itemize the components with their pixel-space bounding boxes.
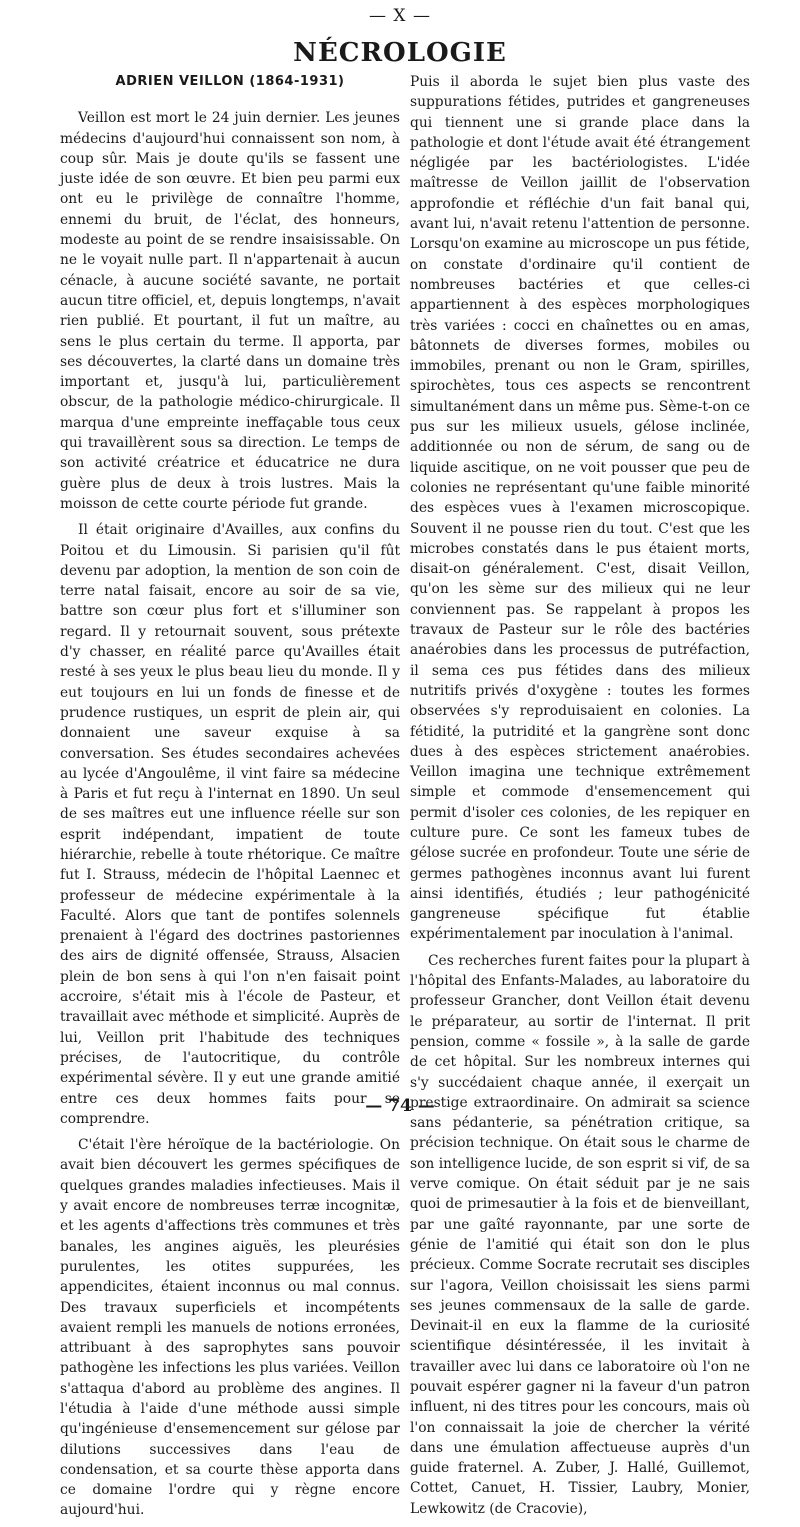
page-number: — 74 — bbox=[365, 1096, 435, 1116]
paragraph: Veillon est mort le 24 juin dernier. Les jeunes médecins d'aujourd'hui connaissent son nom, à coup sûr. Mais je doute qu'ils se fassent une juste idée de son œuvre. Et bien peu parmi eux ont eu le privilège de connaître l'homme, ennemi du bruit, de l'éclat, des honneurs, modeste au point de se rendre insaisissable. On ne le voyait nulle part. Il n'appartenait à aucun cénacle, à aucune société savante, ne portait aucun titre officiel, et, depuis longtemps, n'avait rien publié. Et pourtant, il fut un maître, au sens le plus certain du terme. Il apporta, par ses découvertes, la clarté dans un domaine très important et, jusqu'à lui, particulièrement obscur, de la pathologie médico-chirurgicale. Il marqua d'une empreinte ineffaçable tous ceux qui travaillèrent sous sa direction. Le temps de son activité créatrice et éducatrice ne dura guère plus de deux à trois lustres. Mais la moisson de cette courte période fut grande. bbox=[60, 110, 400, 512]
article-title: ADRIEN VEILLON (1864-1931) bbox=[115, 74, 345, 89]
right-column bbox=[410, 72, 750, 1525]
paragraph: Puis il aborda le sujet bien plus vaste des suppurations fétides, putrides et gangreneuses qui tiennent une si grande place dans la pathologie et dont l'étude avait été étrangement négligée par les bactériologistes. L'idée maîtresse de Veillon jaillit de l'observation approfondie et réfléchie d'un fait banal qui, avant lui, n'avait retenu l'attention de personne. Lorsqu'on examine au microscope un pus fétide, on constate d'ordinaire qu'il contient de nombreuses bactéries et que celles-ci appartiennent à des espèces morphologiques très variées : cocci en chaînettes ou en amas, bâtonnets de diverses formes, mobiles ou immobiles, prenant ou non le Gram, spirilles, spirochètes, tous ces aspects se rencontrent simultanément dans un même pus. Sème-t-on ce pus sur les milieux usuels, gélose inclinée, additionnée ou non de sérum, de sang ou de liquide ascitique, on ne voit pousser que peu de colonies ne représentant qu'une faible minorité des espèces vues à l'examen microscopique. Souvent il ne pousse rien du tout. C'est que les microbes constatés dans le pus étaient morts, disait-on généralement. C'est, disait Veillon, qu'on les sème sur des milieux qui ne leur conviennent pas. Se rappelant à propos les travaux de Pasteur sur le rôle des bactéries anaérobies dans les processus de putréfaction, il sema ces pus fétides dans des milieux nutritifs privés d'oxygène : toutes les formes observées s'y reproduisaient en colonies. La fétidité, la putridité et la gangrène sont donc dues à des espèces strictement anaérobies. Veillon imagina une technique extrêmement simple et commode d'ensemencement qui permit d'isoler ces colonies, de les repiquer en culture pure. Ce sont les fameux tubes de gélose sucrée en profondeur. Toute une série de germes pathogènes inconnus avant lui furent ainsi identifiés, étudiés ; leur pathogénicité gangreneuse spécifique fut établie expérimentalement par inoculation à l'animal. bbox=[410, 74, 750, 943]
paragraph: C'était l'ère héroïque de la bactériologie. On avait bien découvert les germes spécifiques de quelques grandes maladies infectieuses. Mais il y avait encore de nombreuses terræ incognitæ, et les agents d'affections très communes et très banales, les angines aiguës, les pleurésies purulentes, les otites suppurées, les appendicites, étaient inconnus ou mal connus. Des travaux superficiels et incompétents avaient rempli les manuels de notions erronées, attribuant à des saprophytes sans pouvoir pathogène les infections les plus variées. Veillon s'attaqua d'abord au problème des angines. Il l'étudia à l'aide d'une méthode aussi simple qu'ingénieuse d'ensemencement sur gélose par dilutions successives dans l'eau de condensation, et sa courte thèse apporta dans ce domaine l'ordre qui y règne encore aujourd'hui. bbox=[60, 1137, 400, 1519]
section-title: NÉCROLOGIE bbox=[293, 38, 507, 68]
page-marker: — X — bbox=[369, 6, 431, 26]
paragraph: Il était originaire d'Availles, aux confins du Poitou et du Limousin. Si parisien qu'il fût devenu par adoption, la mention de son coin de terre natal faisait, encore au soir de sa vie, battre son cœur plus fort et s'illuminer son regard. Il y retournait souvent, sous prétexte d'y chasser, en réalité parce qu'Availles était resté à ses yeux le plus beau lieu du monde. Il y eut toujours en lui un fonds de finesse et de prudence rustiques, un esprit de plein air, qui donnaient une saveur exquise à sa conversation. Ses études secondaires achevées au lycée d'Angoulême, il vint faire sa médecine à Paris et fut reçu à l'internat en 1890. Un seul de ses maîtres eut une influence réelle sur son esprit indépendant, impatient de toute hiérarchie, rebelle à toute rhétorique. Ce maître fut I. Strauss, médecin de l'hôpital Laennec et professeur de médecine expérimentale à la Faculté. Alors que tant de pontifes solennels prenaient à l'égard des doctrines pastoriennes des airs de dignité offensée, Strauss, Alsacien plein de bon sens à qui l'on n'en faisait point accroire, s'était mis à l'école de Pasteur, et travaillait avec méthode et simplicité. Auprès de lui, Veillon prit l'habitude des techniques précises, de l'autocritique, du contrôle expérimental sévère. Il y eut une grande amitié entre ces deux hommes faits pour se comprendre. bbox=[60, 522, 400, 1127]
paragraph: Ces recherches furent faites pour la plupart à l'hôpital des Enfants-Malades, au laboratoire du professeur Grancher, dont Veillon était devenu le préparateur, au sortir de l'internat. Il prit pension, comme « fossile », à la salle de garde de cet hôpital. Sur les nombreux internes qui s'y succédaient chaque année, il exerçait un prestige extraordinaire. On admirait sa science sans pédanterie, sa pénétration critique, sa précision technique. On était sous le charme de son intelligence lucide, de son esprit si vif, de sa verve comique. On était séduit par je ne sais quoi de primesautier à la fois et de bienveillant, par une gaîté rayonnante, par une sorte de génie de l'amitié qui était son don le plus précieux. Comme Socrate recrutait ses disciples sur l'agora, Veillon choisissait les siens parmi ses jeunes commensaux de la salle de garde. Devinait-il en eux la flamme de la curiosité scientifique désintéressée, il les invitait à travailler avec lui dans ce laboratoire où l'on ne pouvait espérer gagner ni la faveur d'un patron influent, ni des titres pour les concours, mais où l'on connaissait la joie de chercher la vérité dans une émulation affectueuse auprès d'un guide fraternel. A. Zuber, J. Hallé, Guillemot, Cottet, Canuet, H. Tissier, Laubry, Monier, Lewkowitz (de Cracovie), bbox=[410, 952, 750, 1517]
left-column bbox=[60, 72, 400, 1527]
